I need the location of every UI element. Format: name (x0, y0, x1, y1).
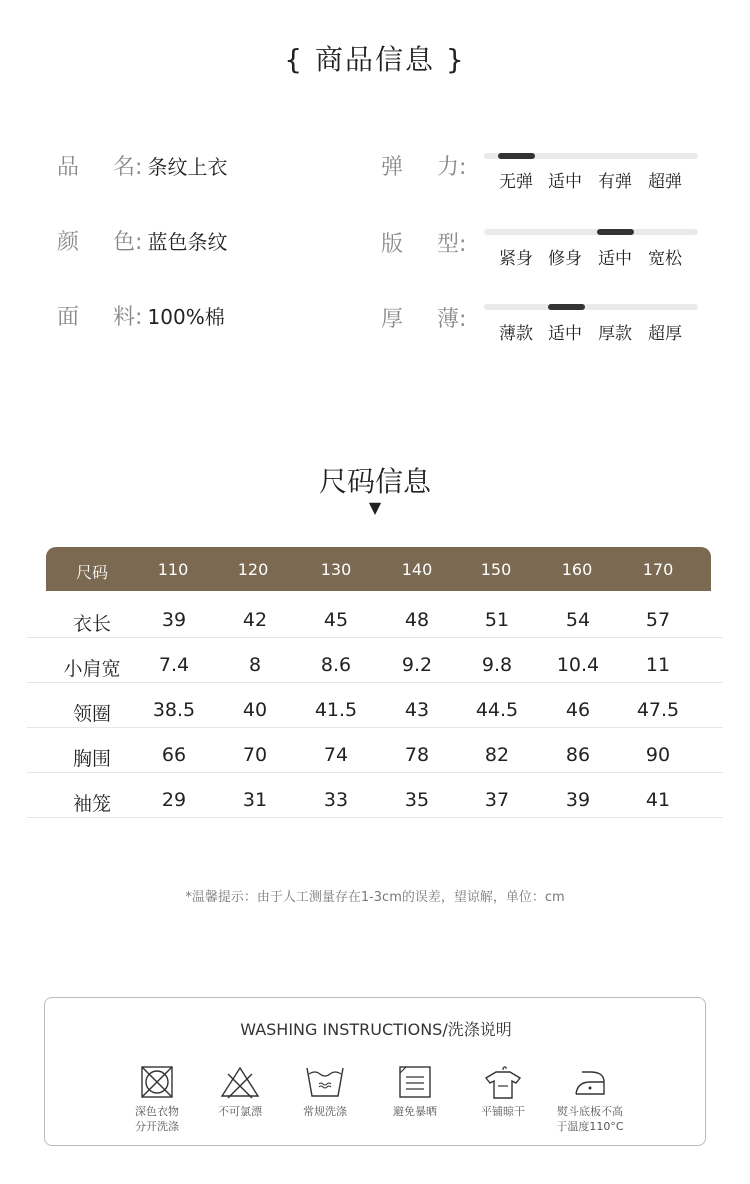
table-cell: 78 (404, 744, 430, 766)
table-cell: 31 (242, 789, 268, 811)
table-cell: 37 (484, 789, 510, 811)
info-fabric-value: 100%棉 (147, 305, 225, 329)
size-table-header (46, 547, 711, 591)
thickness-meter (484, 304, 698, 310)
table-cell: 54 (565, 609, 591, 631)
wash-item (458, 1064, 548, 1119)
wash-label: 常规洗涤 (303, 1105, 347, 1118)
wash-item (540, 1064, 640, 1134)
option-label: 厚款 (598, 324, 632, 344)
measurement-note: *温馨提示：由于人工测量存在1-3cm的误差，望谅解，单位：cm (185, 890, 565, 905)
header-cell: 140 (401, 560, 433, 579)
row-label: 衣长 (72, 613, 111, 635)
table-cell: 74 (323, 744, 349, 766)
table-cell: 57 (645, 609, 671, 631)
table-cell: 9.2 (401, 654, 433, 676)
table-cell: 90 (645, 744, 671, 766)
meter-indicator (548, 304, 585, 310)
table-cell: 46 (565, 699, 591, 721)
meter-indicator (597, 229, 634, 235)
table-cell: 10.4 (556, 654, 600, 676)
info-label-2: 料: (113, 305, 143, 330)
page-title: { 商品信息 } (284, 43, 466, 76)
info-label-1: 面 (57, 305, 80, 330)
table-cell: 44.5 (475, 699, 519, 721)
option-label: 紧身 (499, 249, 533, 269)
table-cell: 41.5 (314, 699, 358, 721)
wash-item (280, 1064, 370, 1119)
table-cell: 39 (161, 609, 187, 631)
wash-label: 不可氯漂 (218, 1105, 262, 1118)
option-label: 超弹 (648, 172, 682, 192)
option-label: 修身 (548, 249, 582, 269)
elasticity-meter (484, 153, 698, 159)
wash-label: 避免暴晒 (393, 1105, 437, 1118)
elasticity-options (484, 167, 698, 191)
table-cell: 43 (404, 699, 430, 721)
info-label-2: 色: (113, 230, 143, 255)
option-label: 适中 (548, 172, 582, 192)
table-row (27, 728, 723, 773)
fit-options (484, 244, 698, 268)
table-cell: 29 (161, 789, 187, 811)
table-cell: 47.5 (636, 699, 680, 721)
wash-label: 于温度110°C (556, 1120, 624, 1133)
option-label: 薄款 (499, 324, 533, 344)
table-cell: 66 (161, 744, 187, 766)
option-label: 无弹 (499, 172, 533, 192)
wash-item (195, 1064, 285, 1119)
table-cell: 8 (248, 654, 262, 676)
table-cell: 70 (242, 744, 268, 766)
wash-label: 平铺晾干 (481, 1105, 525, 1118)
table-cell: 33 (323, 789, 349, 811)
row-label: 小肩宽 (63, 658, 121, 680)
thickness-label: 厚 薄: (381, 307, 467, 332)
size-section-title: 尺码信息 (318, 465, 431, 498)
table-cell: 35 (404, 789, 430, 811)
row-label: 胸围 (72, 748, 111, 770)
iron-icon (572, 1064, 608, 1100)
down-arrow-icon: ▼ (368, 498, 382, 517)
table-cell: 41 (645, 789, 671, 811)
wash-tub-icon (303, 1064, 347, 1100)
meter-indicator (498, 153, 535, 159)
table-cell: 42 (242, 609, 268, 631)
table-cell: 9.8 (481, 654, 513, 676)
table-cell: 51 (484, 609, 510, 631)
option-label: 超厚 (648, 324, 682, 344)
wash-label: 分开洗涤 (135, 1120, 179, 1133)
fit-meter (484, 229, 698, 235)
table-cell: 38.5 (152, 699, 196, 721)
option-label: 适中 (548, 324, 582, 344)
table-row (27, 638, 723, 683)
row-label: 袖笼 (72, 793, 111, 815)
table-cell: 8.6 (320, 654, 352, 676)
fit-label: 版 型: (381, 232, 467, 257)
table-row (27, 683, 723, 728)
wash-label: 熨斗底板不高 (557, 1105, 623, 1118)
option-label: 有弹 (598, 172, 632, 192)
info-color-value: 蓝色条纹 (147, 230, 228, 254)
header-cell: 160 (561, 560, 593, 579)
option-label: 宽松 (648, 249, 682, 269)
row-label: 领圈 (72, 703, 111, 725)
header-cell: 170 (642, 560, 674, 579)
info-name-row (57, 150, 228, 181)
flat-dry-icon (483, 1064, 523, 1100)
info-label-2: 名: (113, 155, 143, 180)
shade-dry-icon (397, 1064, 433, 1100)
elasticity-label: 弹 力: (381, 155, 467, 180)
header-cell: 150 (480, 560, 512, 579)
header-cell: 130 (320, 560, 352, 579)
table-cell: 48 (404, 609, 430, 631)
table-cell: 11 (645, 654, 671, 676)
no-bleach-icon (218, 1064, 262, 1100)
option-label: 适中 (598, 249, 632, 269)
table-cell: 45 (323, 609, 349, 631)
header-cell: 尺码 (75, 563, 108, 582)
info-name-value: 条纹上衣 (147, 155, 228, 179)
washing-instructions (44, 997, 706, 1146)
table-cell: 86 (565, 744, 591, 766)
header-cell: 120 (237, 560, 269, 579)
table-row (27, 593, 723, 638)
table-cell: 39 (565, 789, 591, 811)
washing-title: WASHING INSTRUCTIONS/洗涤说明 (240, 1020, 512, 1039)
table-cell: 40 (242, 699, 268, 721)
info-label-1: 颜 (57, 230, 80, 255)
thickness-options (484, 319, 698, 343)
table-cell: 82 (484, 744, 510, 766)
info-color-row (57, 225, 228, 256)
table-cell: 7.4 (158, 654, 190, 676)
wash-item (112, 1064, 202, 1134)
wash-label: 深色衣物 (135, 1105, 179, 1118)
no-tumble-dry-icon (139, 1064, 175, 1100)
header-cell: 110 (157, 560, 189, 579)
table-row (27, 773, 723, 818)
wash-item (370, 1064, 460, 1119)
info-fabric-row (57, 300, 225, 331)
info-label-1: 品 (57, 155, 80, 180)
